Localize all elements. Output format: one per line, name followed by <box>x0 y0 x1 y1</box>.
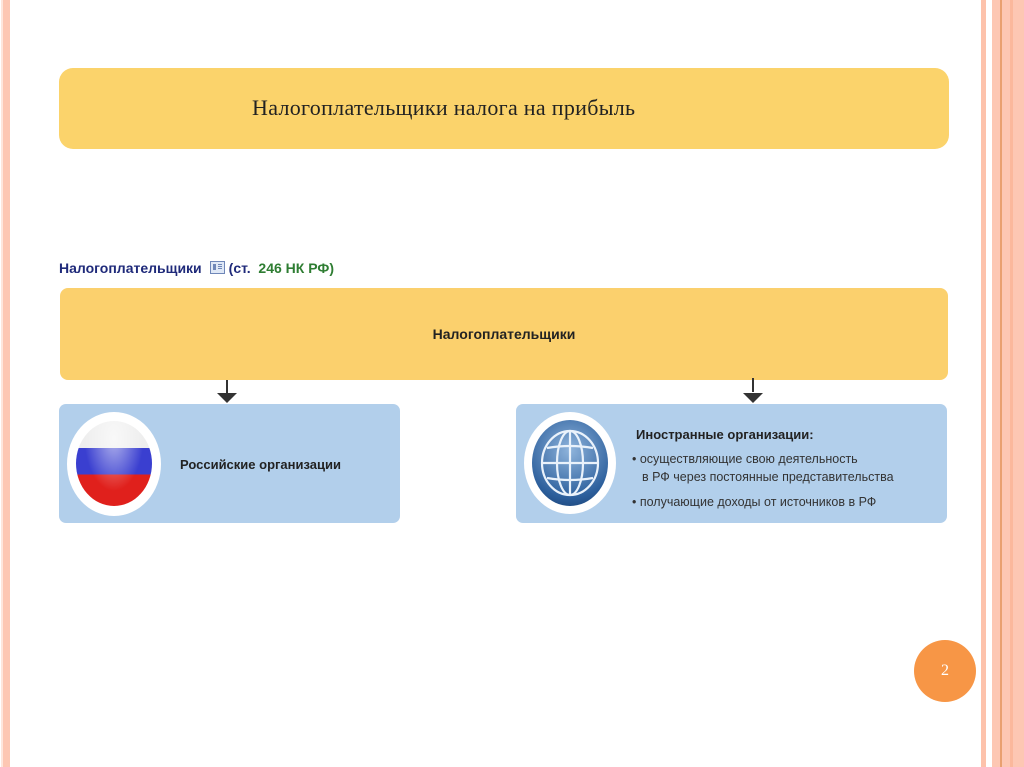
diagram-heading <box>59 260 334 276</box>
heading-ref-article: 246 НК РФ) <box>258 260 334 276</box>
page-number-badge: 2 <box>914 640 976 702</box>
arrow-left-head-icon <box>217 393 237 403</box>
arrow-right-line <box>752 378 754 392</box>
russian-orgs-label: Российские организации <box>180 457 341 472</box>
slide-title: Налогоплательщики налога на прибыль <box>252 95 636 120</box>
foreign-bullet-2: • получающие доходы от источников в РФ <box>632 495 877 509</box>
heading-ref-prefix: (ст. <box>228 260 251 276</box>
document-icon[interactable] <box>210 261 225 274</box>
right-border-line <box>1000 0 1002 767</box>
right-border-line-2 <box>1010 0 1013 767</box>
right-border-band <box>992 0 1024 767</box>
right-border-stripe <box>981 0 986 767</box>
flag-gloss <box>76 421 152 506</box>
foreign-bullet-1a: • осуществляющие свою деятельность <box>632 452 858 466</box>
globe-icon <box>532 420 608 506</box>
arrow-right-head-icon <box>743 393 763 403</box>
foreign-bullet-1b: в РФ через постоянные представительства <box>642 470 894 484</box>
arrow-left-line <box>226 380 228 394</box>
left-border-stripe <box>3 0 10 767</box>
foreign-orgs-label: Иностранные организации: <box>636 427 814 442</box>
root-label: Налогоплательщики <box>432 326 576 342</box>
heading-label: Налогоплательщики <box>59 260 202 276</box>
